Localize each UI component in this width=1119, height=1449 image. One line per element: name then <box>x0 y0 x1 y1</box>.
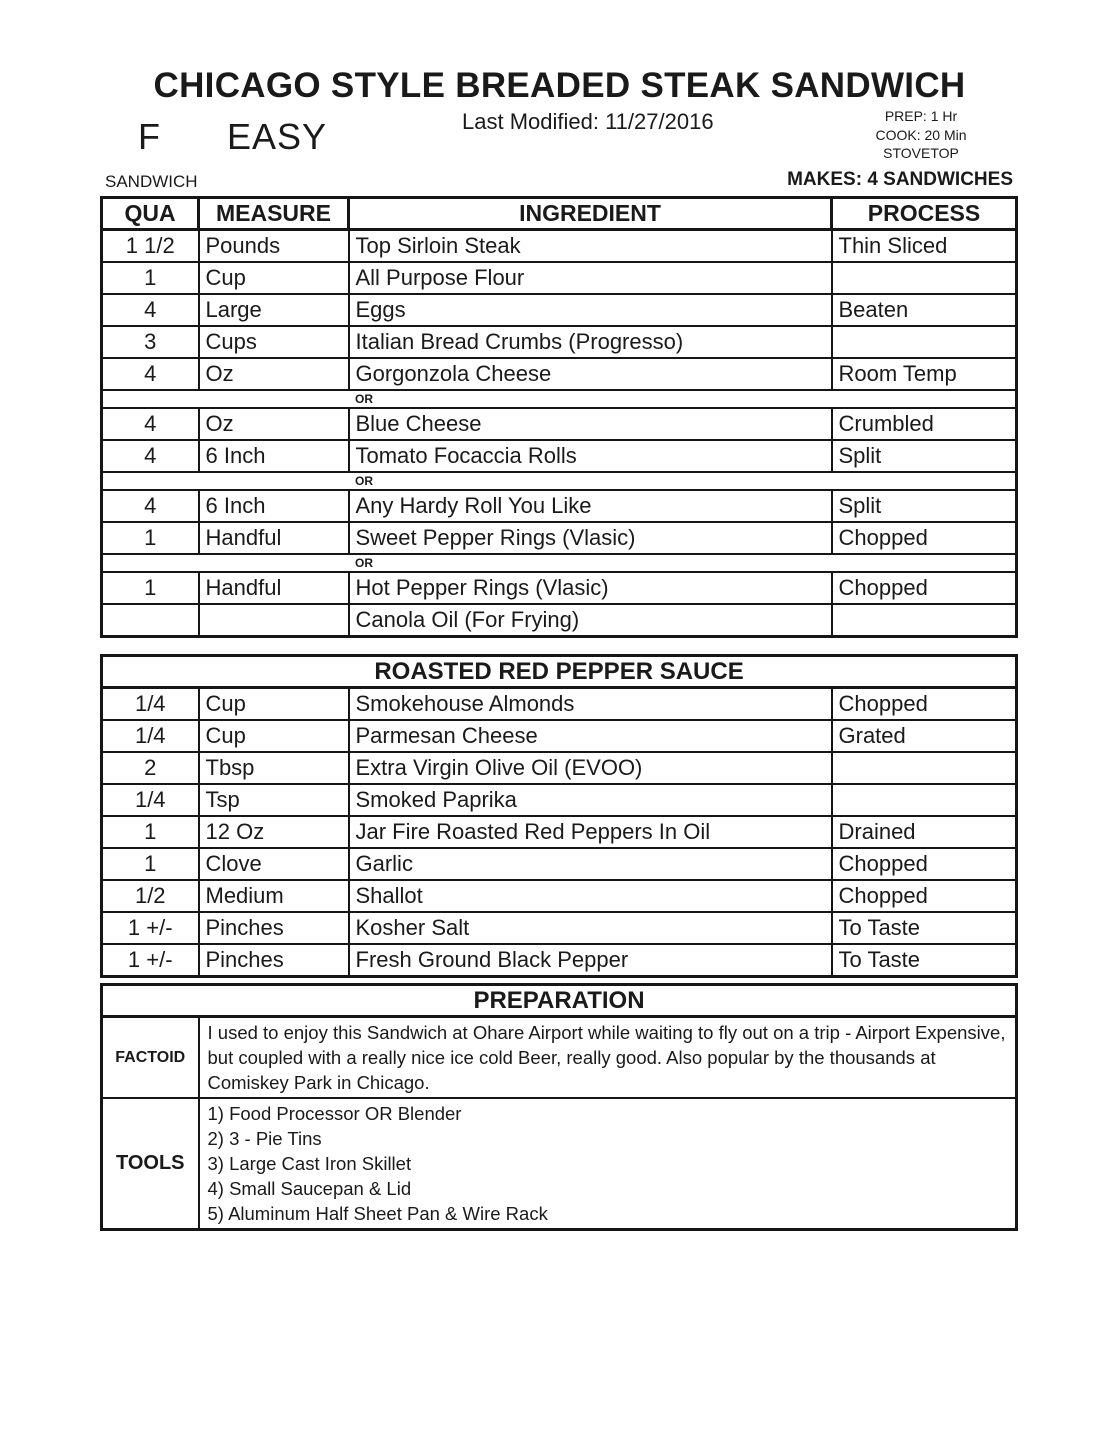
qua-cell: 4 <box>102 358 199 390</box>
tool-item: 3) Large Cast Iron Skillet <box>207 1153 412 1174</box>
ingredient-cell: Sweet Pepper Rings (Vlasic) <box>349 522 832 554</box>
ingredients-header-row <box>102 198 1017 230</box>
ingredient-cell: Gorgonzola Cheese <box>349 358 832 390</box>
process-cell: Beaten <box>832 294 1017 326</box>
ingredient-row <box>102 490 1017 522</box>
ingredient-cell: Jar Fire Roasted Red Peppers In Oil <box>349 816 832 848</box>
or-label: OR <box>102 390 1017 408</box>
factoid-text: I used to enjoy this Sandwich at Ohare Airport while waiting to fly out on a trip - Airport Expensive, but coupled with a really nice ice cold Beer, really good. Also popular by the thousands at Comiskey Park in Chicago. <box>199 1017 1017 1099</box>
ingredient-row <box>102 720 1017 752</box>
preparation-title-row <box>102 985 1017 1017</box>
ingredient-row <box>102 262 1017 294</box>
process-cell: Split <box>832 440 1017 472</box>
measure-cell: Large <box>199 294 349 326</box>
measure-cell: 6 Inch <box>199 440 349 472</box>
ingredient-row <box>102 522 1017 554</box>
measure-cell: Oz <box>199 358 349 390</box>
or-divider-row <box>102 390 1017 408</box>
measure-cell: Pounds <box>199 230 349 263</box>
qua-cell: 1/4 <box>102 688 199 721</box>
column-header-process: PROCESS <box>832 198 1017 230</box>
prep-time: PREP: 1 Hr <box>884 108 958 124</box>
qua-cell: 1 1/2 <box>102 230 199 263</box>
qua-cell: 1/2 <box>102 880 199 912</box>
process-cell <box>832 784 1017 816</box>
qua-cell: 1 <box>102 522 199 554</box>
ingredient-row <box>102 848 1017 880</box>
qua-cell: 4 <box>102 408 199 440</box>
qua-cell: 1/4 <box>102 720 199 752</box>
column-header-qua: QUA <box>102 198 199 230</box>
measure-cell: Cup <box>199 720 349 752</box>
ingredient-row <box>102 230 1017 263</box>
ingredient-row <box>102 944 1017 977</box>
cook-time: COOK: 20 Min <box>875 126 967 143</box>
ingredient-cell: Top Sirloin Steak <box>349 230 832 263</box>
ingredient-cell: Tomato Focaccia Rolls <box>349 440 832 472</box>
category-label: SANDWICH <box>105 172 198 191</box>
process-cell: Chopped <box>832 880 1017 912</box>
measure-cell <box>199 604 349 637</box>
process-cell: Split <box>832 490 1017 522</box>
qua-cell: 1 <box>102 572 199 604</box>
process-cell <box>832 326 1017 358</box>
tools-list <box>199 1098 1017 1230</box>
ingredient-cell: Parmesan Cheese <box>349 720 832 752</box>
ingredient-cell: Eggs <box>349 294 832 326</box>
ingredient-cell: Extra Virgin Olive Oil (EVOO) <box>349 752 832 784</box>
qua-cell <box>102 604 199 637</box>
or-label: OR <box>102 472 1017 490</box>
ingredient-row <box>102 912 1017 944</box>
qua-cell: 1 <box>102 262 199 294</box>
ingredient-row <box>102 408 1017 440</box>
qua-cell: 1 +/- <box>102 912 199 944</box>
measure-cell: Tsp <box>199 784 349 816</box>
measure-cell: Pinches <box>199 912 349 944</box>
qua-cell: 4 <box>102 490 199 522</box>
or-divider-row <box>102 472 1017 490</box>
ingredient-cell: Blue Cheese <box>349 408 832 440</box>
process-cell: Chopped <box>832 688 1017 721</box>
factoid-label: FACTOID <box>102 1017 199 1099</box>
qua-cell: 1 +/- <box>102 944 199 977</box>
process-cell <box>832 752 1017 784</box>
measure-cell: 12 Oz <box>199 816 349 848</box>
ingredient-cell: All Purpose Flour <box>349 262 832 294</box>
process-cell: To Taste <box>832 944 1017 977</box>
ingredient-row <box>102 294 1017 326</box>
ingredients-table <box>100 196 1018 638</box>
tools-row <box>102 1098 1017 1230</box>
process-cell: Grated <box>832 720 1017 752</box>
process-cell <box>832 604 1017 637</box>
preparation-section-title: PREPARATION <box>102 985 1017 1017</box>
measure-cell: Pinches <box>199 944 349 977</box>
grade-letter: F <box>138 116 160 157</box>
tool-item: 1) Food Processor OR Blender <box>207 1103 462 1124</box>
tools-label: TOOLS <box>102 1098 199 1230</box>
ingredient-cell: Smoked Paprika <box>349 784 832 816</box>
measure-cell: Cup <box>199 262 349 294</box>
tool-item: 4) Small Saucepan & Lid <box>207 1178 412 1199</box>
measure-cell: Oz <box>199 408 349 440</box>
makes-label: MAKES: 4 SANDWICHES <box>787 169 1013 190</box>
sauce-title-row <box>102 656 1017 688</box>
preparation-table <box>100 983 1018 1231</box>
ingredient-row <box>102 880 1017 912</box>
qua-cell: 3 <box>102 326 199 358</box>
ingredient-cell: Hot Pepper Rings (Vlasic) <box>349 572 832 604</box>
process-cell: Crumbled <box>832 408 1017 440</box>
tool-item: 5) Aluminum Half Sheet Pan & Wire Rack <box>207 1203 548 1224</box>
process-cell: Thin Sliced <box>832 230 1017 263</box>
qua-cell: 4 <box>102 440 199 472</box>
measure-cell: Handful <box>199 572 349 604</box>
measure-cell: Tbsp <box>199 752 349 784</box>
ingredient-row <box>102 572 1017 604</box>
ingredient-row <box>102 326 1017 358</box>
or-label: OR <box>102 554 1017 572</box>
ingredient-row <box>102 358 1017 390</box>
measure-cell: 6 Inch <box>199 490 349 522</box>
factoid-row <box>102 1017 1017 1099</box>
ingredient-row <box>102 688 1017 721</box>
ingredient-cell: Canola Oil (For Frying) <box>349 604 832 637</box>
ingredient-cell: Garlic <box>349 848 832 880</box>
sauce-section-title: ROASTED RED PEPPER SAUCE <box>102 656 1017 688</box>
ingredient-cell: Shallot <box>349 880 832 912</box>
process-cell: Chopped <box>832 848 1017 880</box>
measure-cell: Handful <box>199 522 349 554</box>
measure-cell: Clove <box>199 848 349 880</box>
ingredient-row <box>102 440 1017 472</box>
sauce-table <box>100 654 1018 978</box>
ingredient-cell: Smokehouse Almonds <box>349 688 832 721</box>
qua-cell: 4 <box>102 294 199 326</box>
process-cell: Chopped <box>832 522 1017 554</box>
ingredient-row <box>102 816 1017 848</box>
qua-cell: 2 <box>102 752 199 784</box>
measure-cell: Cup <box>199 688 349 721</box>
process-cell: Room Temp <box>832 358 1017 390</box>
qua-cell: 1 <box>102 848 199 880</box>
qua-cell: 1 <box>102 816 199 848</box>
last-modified: Last Modified: 11/27/2016 <box>462 109 714 134</box>
ingredient-cell: Any Hardy Roll You Like <box>349 490 832 522</box>
ingredient-row <box>102 752 1017 784</box>
qua-cell: 1/4 <box>102 784 199 816</box>
process-cell <box>832 262 1017 294</box>
recipe-meta <box>828 107 1014 163</box>
ingredient-cell: Fresh Ground Black Pepper <box>349 944 832 977</box>
column-header-measure: MEASURE <box>199 198 349 230</box>
measure-cell: Medium <box>199 880 349 912</box>
process-cell: Drained <box>832 816 1017 848</box>
process-cell: Chopped <box>832 572 1017 604</box>
cook-method: STOVETOP <box>883 145 959 161</box>
tool-item: 2) 3 - Pie Tins <box>207 1128 322 1149</box>
ingredient-cell: Kosher Salt <box>349 912 832 944</box>
recipe-title: CHICAGO STYLE BREADED STEAK SANDWICH <box>153 66 966 105</box>
ingredient-row <box>102 604 1017 637</box>
difficulty-label: EASY <box>227 116 328 157</box>
ingredient-cell: Italian Bread Crumbs (Progresso) <box>349 326 832 358</box>
or-divider-row <box>102 554 1017 572</box>
column-header-ingredient: INGREDIENT <box>349 198 832 230</box>
measure-cell: Cups <box>199 326 349 358</box>
ingredient-row <box>102 784 1017 816</box>
process-cell: To Taste <box>832 912 1017 944</box>
